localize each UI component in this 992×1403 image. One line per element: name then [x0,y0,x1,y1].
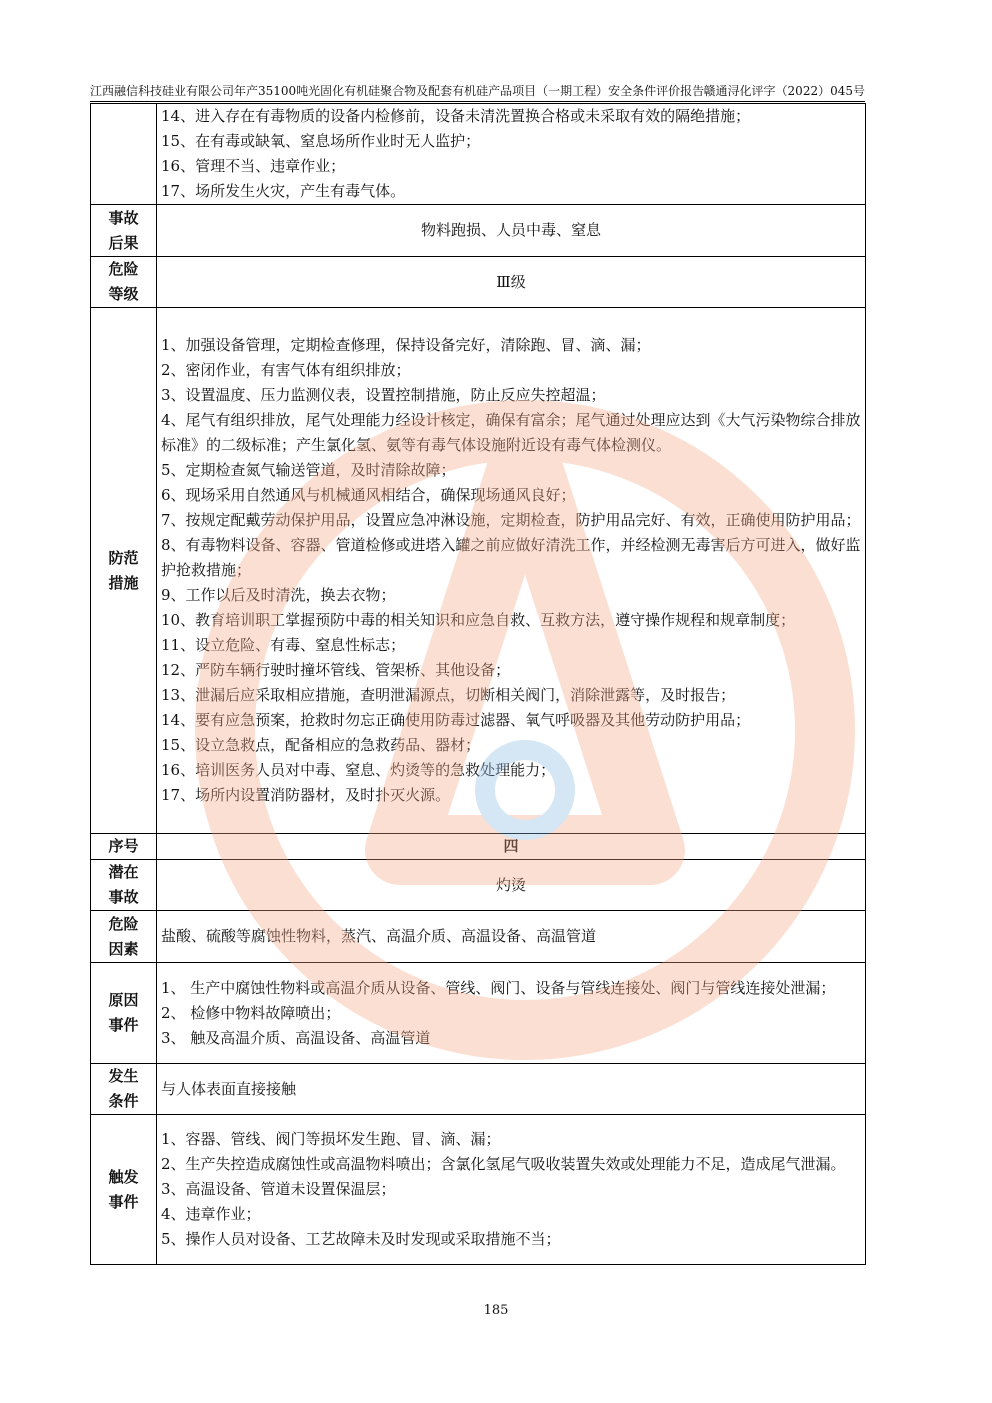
table-row [91,963,866,1064]
table-row [91,308,866,834]
hazard-factors-value: 盐酸、硫酸等腐蚀性物料，蒸汽、高温介质、高温设备、高温管道 [157,911,866,963]
list-item: 2、生产失控造成腐蚀性或高温物料喷出；含氯化氢尾气吸收装置失效或处理能力不足，造成尾气泄漏。 [161,1155,846,1173]
row-label-cause-events: 原因 事件 [91,963,157,1064]
list-item: 5、定期检查氮气输送管道，及时清除故障； [161,461,456,479]
trigger-events-list [157,1115,866,1265]
table-row [91,834,866,860]
list-item: 7、按规定配戴劳动保护用品，设置应急冲淋设施，定期检查，防护用品完好、有效，正确使用防护用品； [161,511,861,529]
hazard-analysis-table [90,103,866,1265]
row-label-empty [91,104,157,205]
list-item: 15、在有毒或缺氧、窒息场所作业时无人监护； [161,132,481,150]
list-item: 4、违章作业； [161,1205,261,1223]
list-item: 14、进入存在有毒物质的设备内检修前，设备未清洗置换合格或未采取有效的隔绝措施； [161,107,751,125]
table-row [91,860,866,911]
list-item: 6、现场采用自然通风与机械通风相结合，确保现场通风良好； [161,486,576,504]
row-label-trigger-events: 触发 事件 [91,1115,157,1265]
row-label-potential-accident: 潜在 事故 [91,860,157,911]
report-title: 江西融信科技硅业有限公司年产35100吨光固化有机硅聚合物及配套有机硅产品项目（一期工程）安全条件评价报告 [90,84,705,98]
list-item: 1、 生产中腐蚀性物料或高温介质从设备、管线、阀门、设备与管线连接处、阀门与管线连接处泄漏； [161,978,836,997]
running-header [90,82,865,100]
list-item: 3、高温设备、管道未设置保温层； [161,1180,396,1198]
cause-events-list [157,963,866,1064]
trigger-events-continued [157,104,866,205]
list-item: 15、设立急救点，配备相应的急救药品、器材； [161,736,481,754]
list-item: 5、操作人员对设备、工艺故障未及时发现或采取措施不当； [161,1230,561,1248]
consequence-value: 物料跑损、人员中毒、窒息 [157,205,866,257]
occurrence-conditions-value: 与人体表面直接接触 [157,1064,866,1115]
preventive-measures-list [157,308,866,834]
list-item: 17、场所发生火灾，产生有毒气体。 [161,182,406,200]
page-number: 185 [483,1303,509,1318]
document-number: 赣通浔化评字（2022）045号 [703,84,865,98]
potential-accident-value: 灼烫 [157,860,866,911]
list-item: 16、培训医务人员对中毒、窒息、灼烫等的急救处理能力； [161,761,556,779]
table-row [91,257,866,308]
table-row [91,205,866,257]
danger-level-value: Ⅲ级 [157,257,866,308]
table-row [91,104,866,205]
list-item: 1、加强设备管理，定期检查修理，保持设备完好，清除跑、冒、滴、漏； [161,336,651,354]
row-label-consequence: 事故 后果 [91,205,157,257]
list-item: 14、要有应急预案，抢救时勿忘正确使用防毒过滤器、氧气呼吸器及其他劳动防护用品； [161,711,751,729]
table-row [91,911,866,963]
table-row [91,1115,866,1265]
row-label-occurrence-conditions: 发生 条件 [91,1064,157,1115]
list-item: 8、有毒物料设备、容器、管道检修或进塔入罐之前应做好清洗工作，并经检测无毒害后方可进入，做好监护抢救措施； [161,536,861,579]
list-item: 2、 检修中物料故障喷出； [161,1003,341,1022]
list-item: 13、泄漏后应采取相应措施，查明泄漏源点，切断相关阀门，消除泄露等，及时报告； [161,686,736,704]
header-rule [90,101,865,102]
row-label-danger-level: 危险 等级 [91,257,157,308]
serial-number-value: 四 [157,834,866,860]
table-row [91,1064,866,1115]
list-item: 11、设立危险、有毒、窒息性标志； [161,636,406,654]
list-item: 2、密闭作业，有害气体有组织排放； [161,361,411,379]
list-item: 9、工作以后及时清洗，换去衣物； [161,586,396,604]
list-item: 3、设置温度、压力监测仪表，设置控制措施，防止反应失控超温； [161,386,606,404]
list-item: 16、管理不当、违章作业； [161,157,346,175]
list-item: 10、教育培训职工掌握预防中毒的相关知识和应急自救、互救方法，遵守操作规程和规章制度； [161,611,796,629]
list-item: 1、容器、管线、阀门等损坏发生跑、冒、滴、漏； [161,1130,501,1148]
list-item: 4、尾气有组织排放，尾气处理能力经设计核定，确保有富余；尾气通过处理应达到《大气污染物综合排放标准》的二级标准；产生氯化氢、氨等有毒气体设施附近设有毒气体检测仪。 [161,411,861,454]
list-item: 17、场所内设置消防器材，及时扑灭火源。 [161,786,451,804]
row-label-serial-number: 序号 [91,834,157,860]
list-item: 3、 触及高温介质、高温设备、高温管道 [161,1028,431,1047]
row-label-hazard-factors: 危险 因素 [91,911,157,963]
list-item: 12、严防车辆行驶时撞坏管线、管架桥、其他设备； [161,661,511,679]
row-label-preventive-measures: 防范 措施 [91,308,157,834]
